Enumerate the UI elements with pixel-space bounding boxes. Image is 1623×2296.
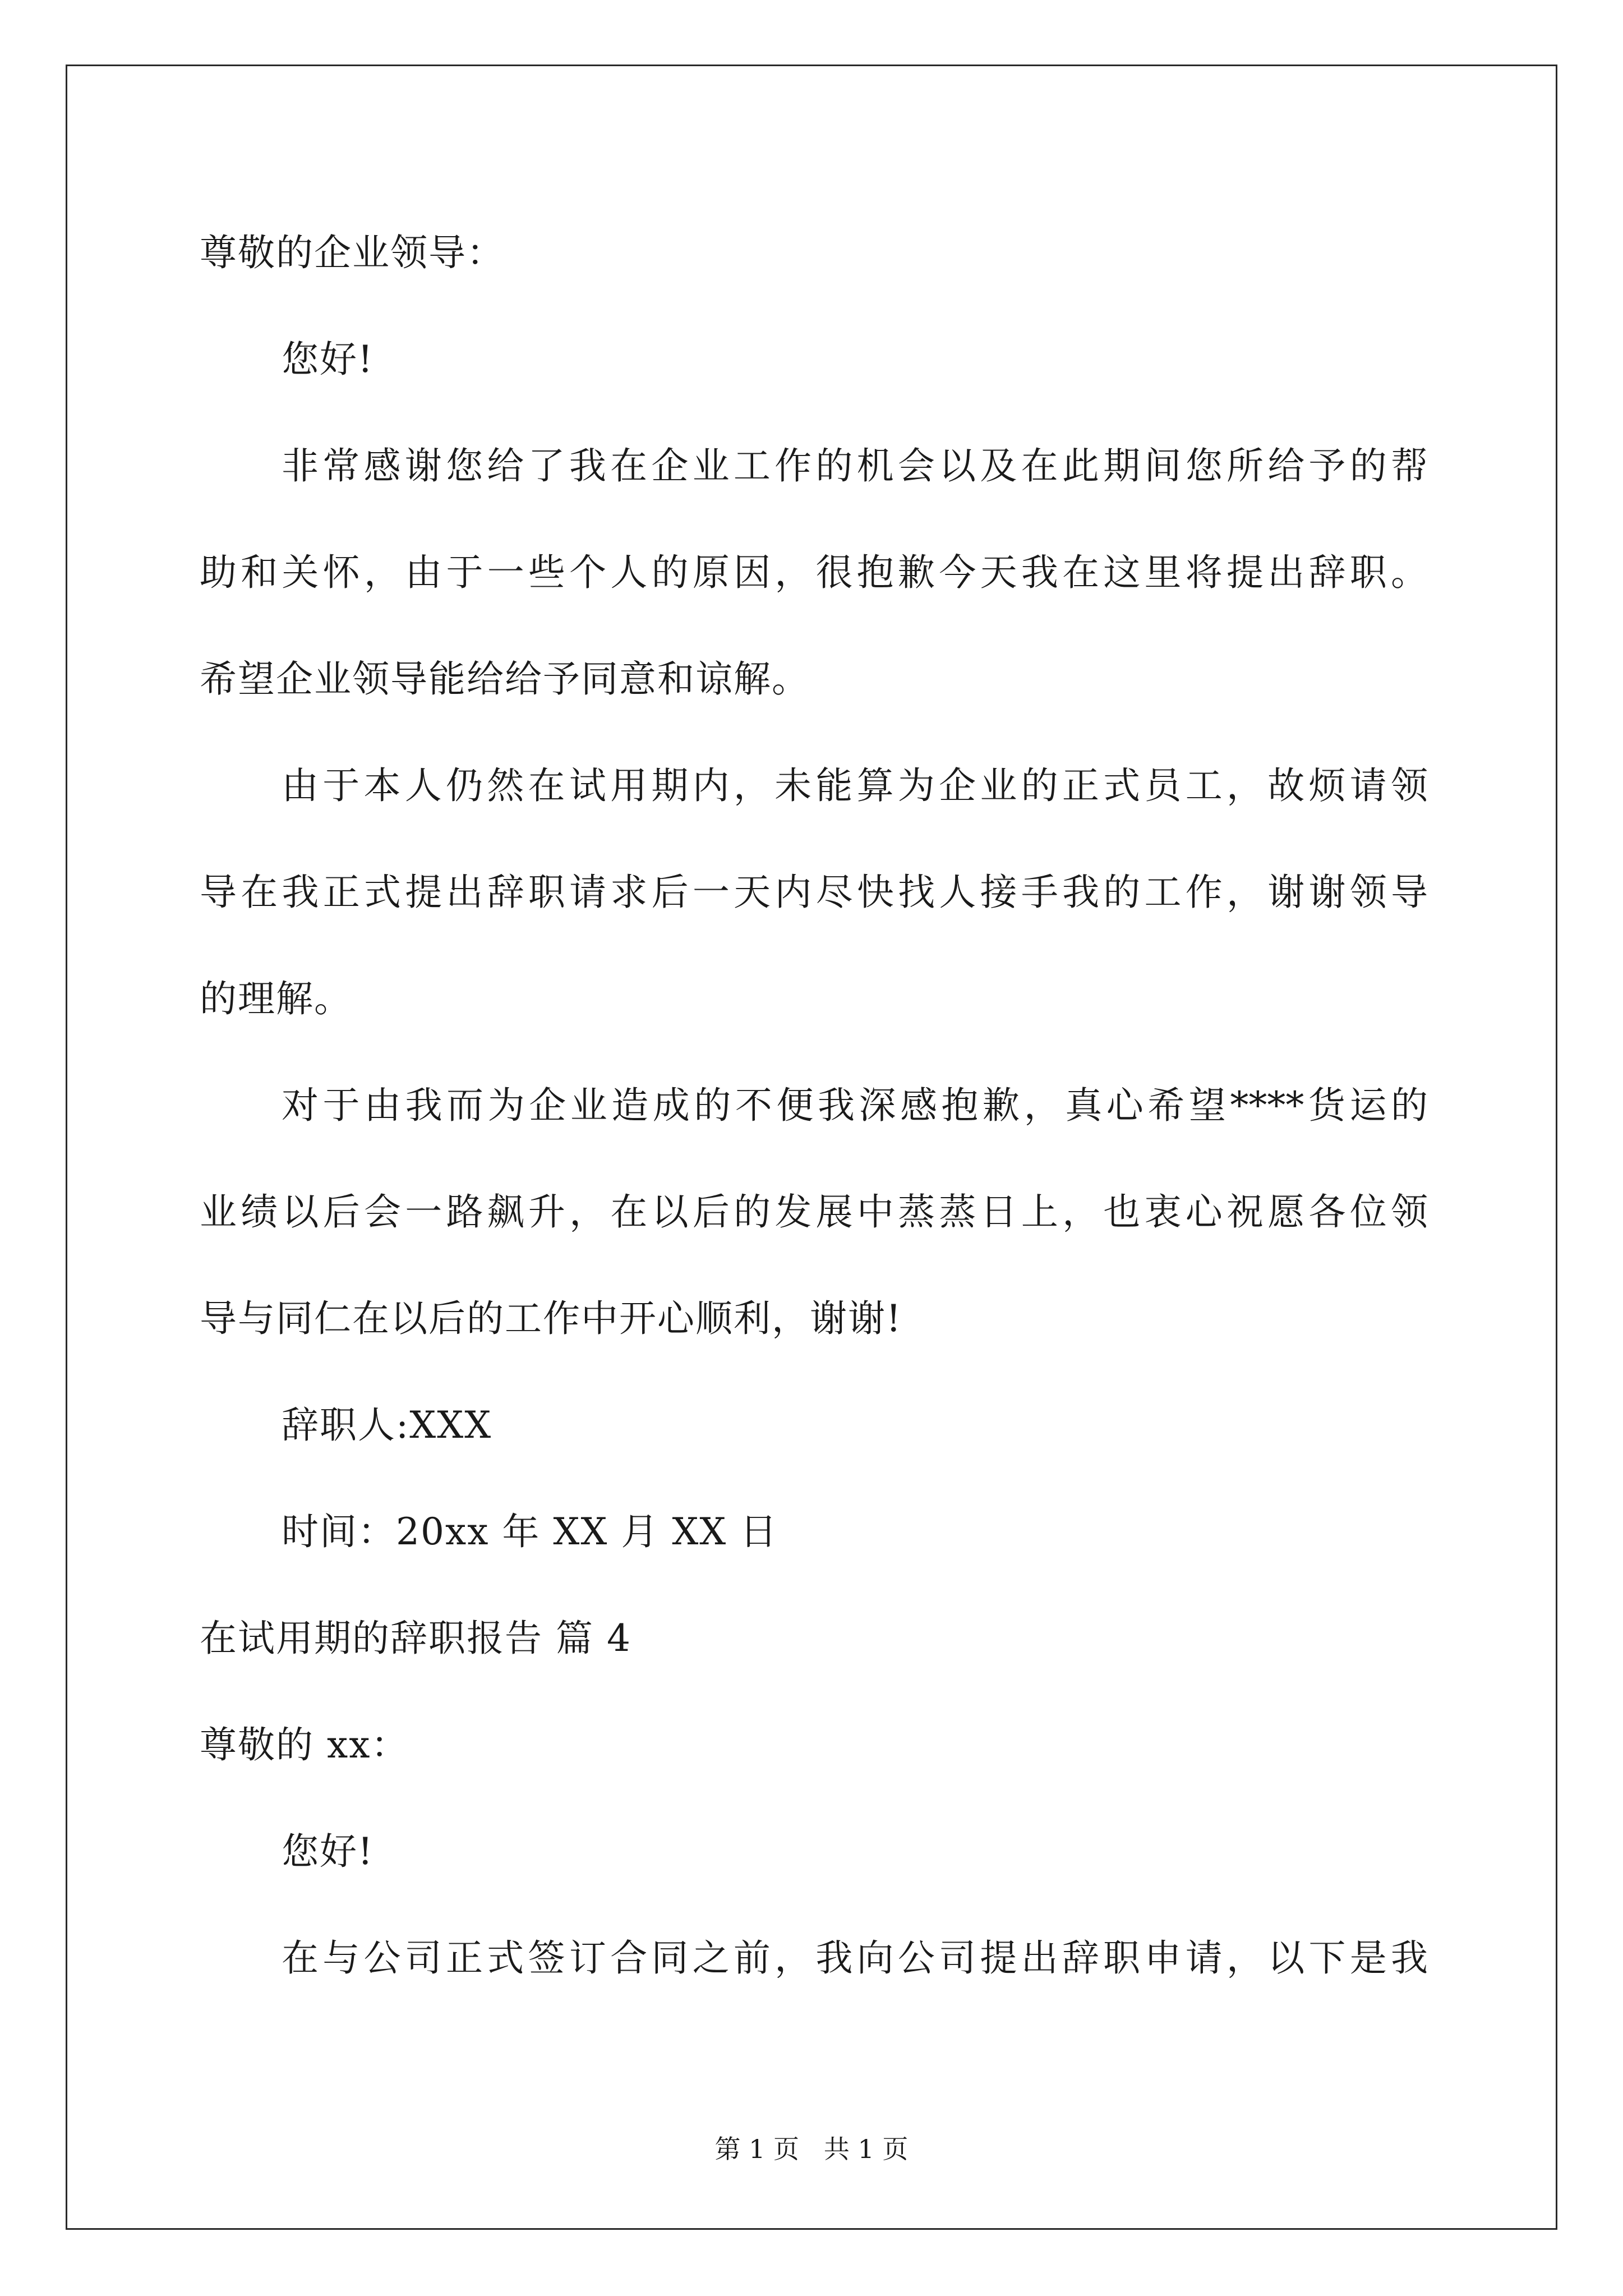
body-line: 助和关怀，由于一些个人的原因，很抱歉今天我在这里将提出辞职。 [200,551,1428,594]
greeting: 您好! [282,338,374,381]
signer-line: 辞职人:XXX [282,1404,492,1447]
body-line: 对于由我而为企业造成的不便我深感抱歉，真心希望****货运的 [282,1084,1428,1127]
page-footer: 第 1 页 共 1 页 [714,2134,909,2164]
body-line: 希望企业领导能给给予同意和谅解。 [200,657,810,701]
body-line: 导与同仁在以后的工作中开心顺利，谢谢! [200,1297,902,1340]
body-line: 非常感谢您给了我在企业工作的机会以及在此期间您所给予的帮 [282,444,1428,487]
body-line: 在与公司正式签订合同之前，我向公司提出辞职申请，以下是我 [282,1936,1428,1980]
salutation: 尊敬的企业领导： [200,231,505,274]
body-line: 业绩以后会一路飙升，在以后的发展中蒸蒸日上，也衷心祝愿各位领 [200,1190,1428,1234]
body-line: 由于本人仍然在试用期内，未能算为企业的正式员工，故烦请领 [282,764,1428,807]
section-heading: 在试用期的辞职报告 篇 4 [200,1617,631,1660]
greeting: 您好! [282,1830,374,1873]
body-line: 的理解。 [200,977,352,1020]
page-border [66,65,1557,2230]
body-line: 导在我正式提出辞职请求后一天内尽快找人接手我的工作，谢谢领导 [200,871,1428,914]
date-line: 时间：20xx 年 XX 月 XX 日 [282,1510,778,1553]
salutation: 尊敬的 xx： [200,1723,409,1766]
